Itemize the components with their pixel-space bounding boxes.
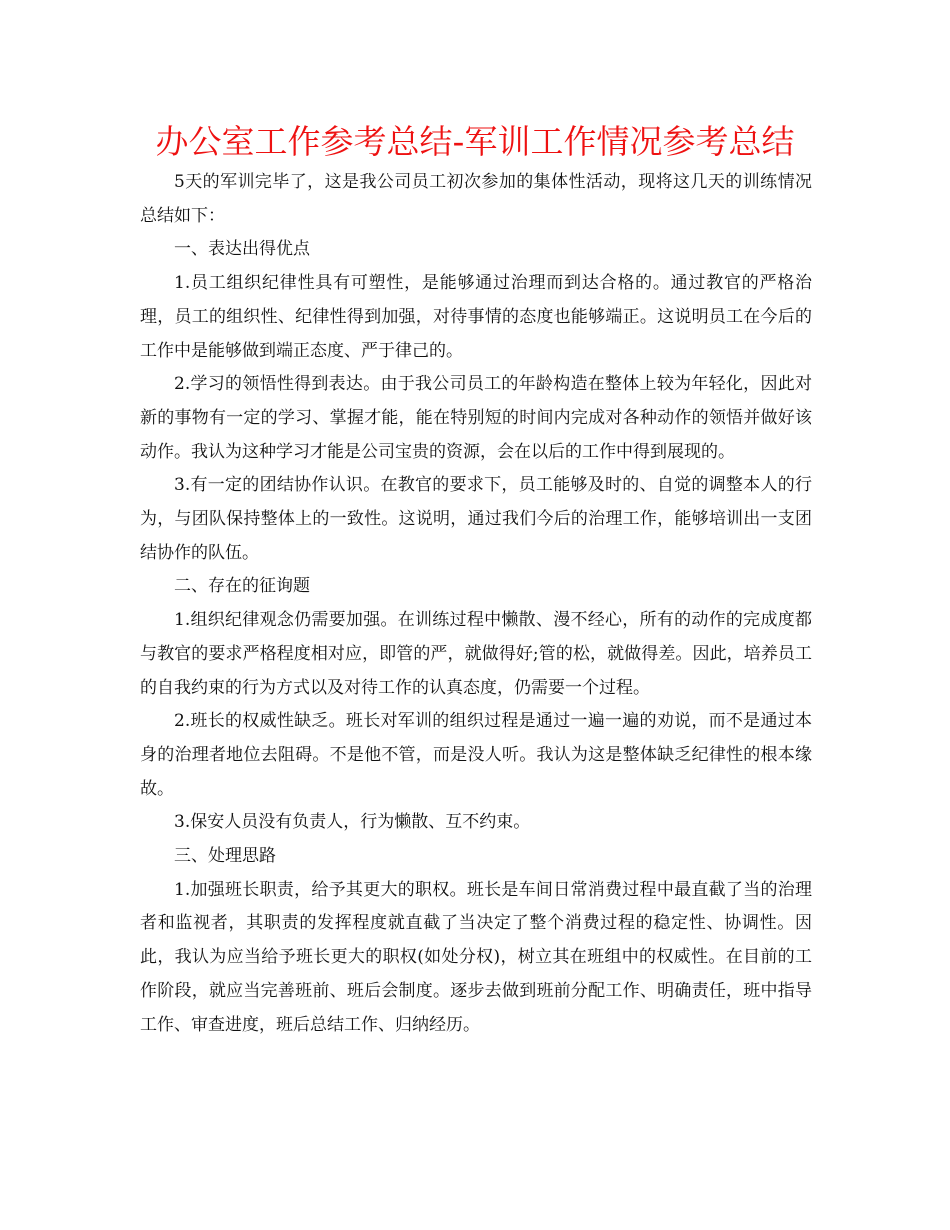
paragraph-strength-1: 1.员工组织纪律性具有可塑性，是能够通过治理而到达合格的。通过教官的严格治理，员工的组织性、纪律性得到加强，对待事情的态度也能够端正。这说明员工在今后的工作中是能够做到端正态度、严于律己的。 bbox=[140, 273, 812, 361]
paragraph-problem-1: 1.组织纪律观念仍需要加强。在训练过程中懒散、漫不经心，所有的动作的完成度都与教官的要求严格程度相对应，即管的严，就做得好;管的松，就做得差。因此，培养员工的自我约束的行为方式以及对待工作的认真态度，仍需要一个过程。 bbox=[140, 610, 812, 698]
document-title: 办公室工作参考总结-军训工作情况参考总结 bbox=[155, 122, 795, 161]
paragraph-intro: 5天的军训完毕了，这是我公司员工初次参加的集体性活动，现将这几天的训练情况总结如下： bbox=[140, 172, 812, 226]
paragraph-strength-3: 3.有一定的团结协作认识。在教官的要求下，员工能够及时的、自觉的调整本人的行为，与团队保持整体上的一致性。这说明，通过我们今后的治理工作，能够培训出一支团结协作的队伍。 bbox=[140, 475, 812, 563]
paragraph-problem-2: 2.班长的权威性缺乏。班长对军训的组织过程是通过一遍一遍的劝说，而不是通过本身的治理者地位去阻碍。不是他不管，而是没人听。我认为这是整体缺乏纪律性的根本缘故。 bbox=[140, 711, 812, 799]
section-heading-strengths: 一、表达出得优点 bbox=[174, 239, 310, 260]
paragraph-problem-3: 3.保安人员没有负责人，行为懒散、互不约束。 bbox=[174, 812, 531, 833]
section-heading-solutions: 三、处理思路 bbox=[174, 846, 276, 867]
paragraph-solution-1: 1.加强班长职责，给予其更大的职权。班长是车间日常消费过程中最直截了当的治理者和监视者，其职责的发挥程度就直截了当决定了整个消费过程的稳定性、协调性。因此，我认为应当给予班长更大的职权(如处分权)，树立其在班组中的权威性。在目前的工作阶段，就应当完善班前、班后会制度。逐步去做到班前分配工作、明确责任，班中指导工作、审查进度，班后总结工作、归纳经历。 bbox=[140, 879, 812, 1035]
paragraph-strength-2: 2.学习的领悟性得到表达。由于我公司员工的年龄构造在整体上较为年轻化，因此对新的事物有一定的学习、掌握才能，能在特别短的时间内完成对各种动作的领悟并做好该动作。我认为这种学习才能是公司宝贵的资源，会在以后的工作中得到展现的。 bbox=[140, 374, 812, 462]
document-body bbox=[140, 166, 812, 1042]
section-heading-problems: 二、存在的征询题 bbox=[174, 576, 310, 597]
